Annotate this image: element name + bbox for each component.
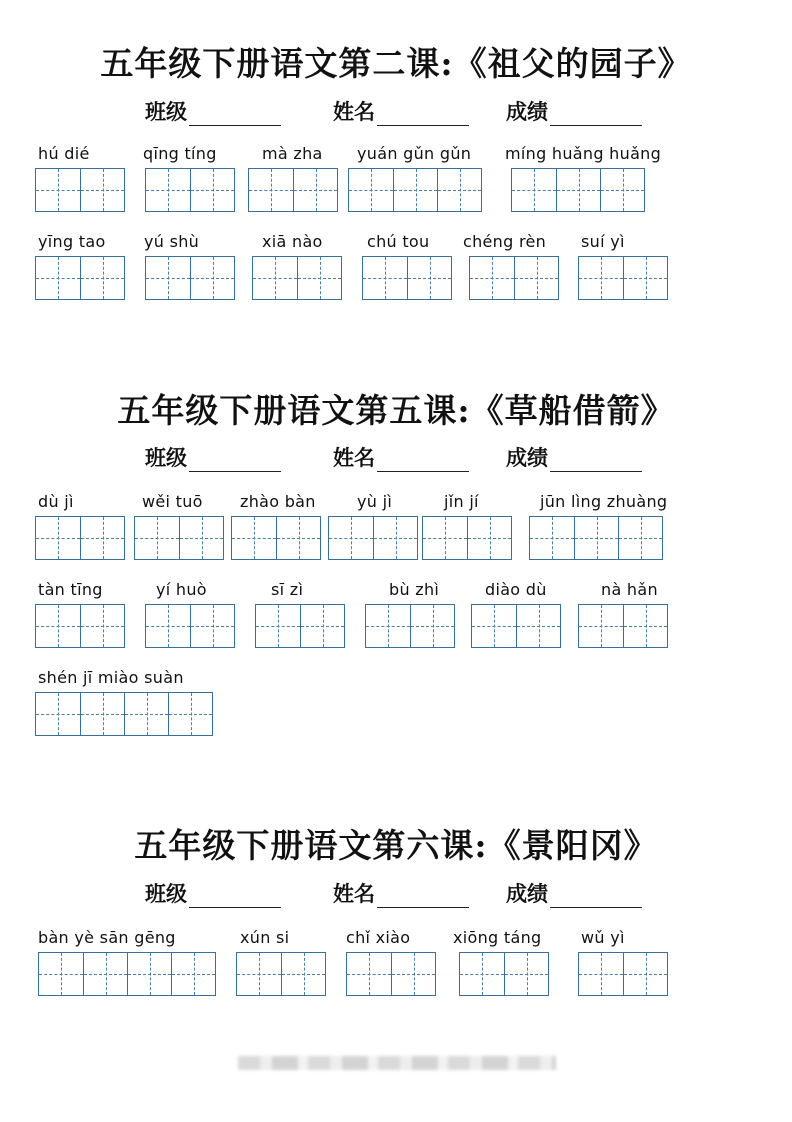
pinyin-label: zhào bàn (240, 492, 316, 511)
pinyin-label: yīng tao (38, 232, 106, 251)
name-label: 姓名 (333, 881, 375, 906)
name-label: 姓名 (333, 99, 375, 124)
writing-grid[interactable] (348, 168, 482, 212)
pinyin-label: míng huǎng huǎng (505, 144, 662, 163)
pinyin-label: yuán gǔn gǔn (357, 144, 472, 163)
writing-grid[interactable] (145, 256, 235, 300)
section-1-title: 五年级下册语文第二课:《祖父的园子》 (100, 44, 692, 83)
pinyin-label: nà hǎn (601, 580, 658, 599)
writing-grid[interactable] (422, 516, 512, 560)
writing-grid[interactable] (38, 952, 216, 996)
class-label: 班级 (145, 445, 187, 470)
name-field (333, 442, 469, 472)
class-label: 班级 (145, 99, 187, 124)
name-input-line[interactable] (377, 451, 469, 472)
pinyin-label: chǐ xiào (346, 928, 411, 947)
pinyin-label: bù zhì (389, 580, 440, 599)
class-field (145, 878, 281, 908)
pinyin-label: wěi tuō (142, 492, 203, 511)
score-label: 成绩 (506, 445, 548, 470)
writing-grid[interactable] (255, 604, 345, 648)
writing-grid[interactable] (35, 516, 125, 560)
writing-grid[interactable] (529, 516, 663, 560)
pinyin-label: jǐn jí (444, 492, 479, 511)
pinyin-label: qīng tíng (143, 144, 217, 163)
writing-grid[interactable] (35, 168, 125, 212)
class-field (145, 442, 281, 472)
pinyin-label: yù jì (357, 492, 393, 511)
pinyin-label: xún si (240, 928, 290, 947)
pinyin-label: tàn tīng (38, 580, 103, 599)
name-label: 姓名 (333, 445, 375, 470)
name-field (333, 878, 469, 908)
writing-grid[interactable] (252, 256, 342, 300)
writing-grid[interactable] (231, 516, 321, 560)
pinyin-label: bàn yè sān gēng (38, 928, 176, 947)
writing-grid[interactable] (362, 256, 452, 300)
writing-grid[interactable] (35, 256, 125, 300)
class-label: 班级 (145, 881, 187, 906)
writing-grid[interactable] (346, 952, 436, 996)
pinyin-label: shén jī miào suàn (38, 668, 184, 687)
writing-grid[interactable] (511, 168, 645, 212)
section-2-title: 五年级下册语文第五课:《草船借箭》 (117, 391, 675, 430)
score-label: 成绩 (506, 99, 548, 124)
writing-grid[interactable] (248, 168, 338, 212)
name-field (333, 96, 469, 126)
score-field (506, 878, 642, 908)
writing-grid[interactable] (145, 168, 235, 212)
writing-grid[interactable] (365, 604, 455, 648)
pinyin-label: sī zì (271, 580, 304, 599)
pinyin-label: diào dù (485, 580, 547, 599)
score-label: 成绩 (506, 881, 548, 906)
pinyin-label: chú tou (367, 232, 430, 251)
writing-grid[interactable] (578, 952, 668, 996)
class-input-line[interactable] (189, 105, 281, 126)
writing-grid[interactable] (35, 604, 125, 648)
writing-grid[interactable] (578, 604, 668, 648)
writing-grid[interactable] (471, 604, 561, 648)
writing-grid[interactable] (328, 516, 418, 560)
score-input-line[interactable] (550, 451, 642, 472)
pinyin-label: mà zha (262, 144, 323, 163)
pinyin-label: hú dié (38, 144, 90, 163)
writing-grid[interactable] (236, 952, 326, 996)
pinyin-label: xiā nào (262, 232, 323, 251)
writing-grid[interactable] (459, 952, 549, 996)
pinyin-label: suí yì (581, 232, 625, 251)
section-3-title: 五年级下册语文第六课:《景阳冈》 (134, 826, 658, 865)
class-field (145, 96, 281, 126)
writing-grid[interactable] (145, 604, 235, 648)
score-input-line[interactable] (550, 887, 642, 908)
pinyin-label: jūn lìng zhuàng (540, 492, 668, 511)
pinyin-label: dù jì (38, 492, 74, 511)
pinyin-label: chéng rèn (463, 232, 547, 251)
writing-grid[interactable] (469, 256, 559, 300)
pinyin-label: yí huò (156, 580, 207, 599)
class-input-line[interactable] (189, 887, 281, 908)
score-input-line[interactable] (550, 105, 642, 126)
writing-grid[interactable] (134, 516, 224, 560)
class-input-line[interactable] (189, 451, 281, 472)
score-field (506, 442, 642, 472)
score-field (506, 96, 642, 126)
name-input-line[interactable] (377, 887, 469, 908)
writing-grid[interactable] (35, 692, 213, 736)
writing-grid[interactable] (578, 256, 668, 300)
pinyin-label: wǔ yì (581, 928, 625, 947)
name-input-line[interactable] (377, 105, 469, 126)
pinyin-label: xiōng táng (453, 928, 542, 947)
blurred-footer-watermark (238, 1056, 556, 1070)
pinyin-label: yú shù (144, 232, 200, 251)
